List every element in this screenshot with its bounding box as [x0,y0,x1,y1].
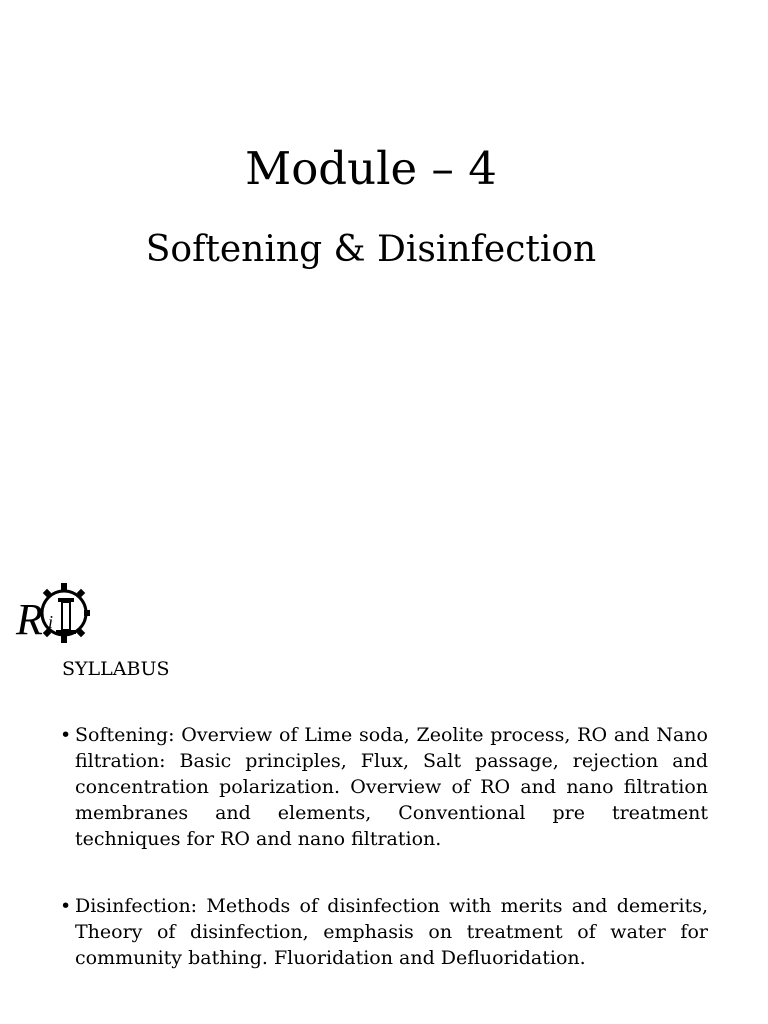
syllabus-item-term: Softening: [75,724,175,746]
bullet-icon: • [60,724,72,746]
module-title: Module – 4 [245,142,497,195]
syllabus-heading: SYLLABUS [62,658,170,680]
syllabus-item-softening [60,722,708,852]
syllabus-item-body [75,893,708,971]
bullet-icon: • [60,895,72,917]
syllabus-item-term: Disinfection: [75,895,198,917]
rit-gear-logo-icon [14,580,90,646]
syllabus-item-disinfection [60,893,708,971]
svg-text:i: i [48,612,54,632]
syllabus-item-text: Overview of Lime soda, Zeolite process, RO and Nano filtration: Basic principles, Flux, Salt passage, rejection and concentration polarization. Overview of RO and nano filtration membranes and elements, Conventional pre treatment techniques for RO and nano filtration. [75,724,708,850]
svg-text:R: R [16,595,43,644]
syllabus-item-text: Methods of disinfection with merits and demerits, Theory of disinfection, emphasis on treatment of water for community bathing. Fluoridation and Defluoridation. [75,895,708,969]
syllabus-item-body [75,722,708,852]
module-subtitle: Softening & Disinfection [145,229,597,270]
